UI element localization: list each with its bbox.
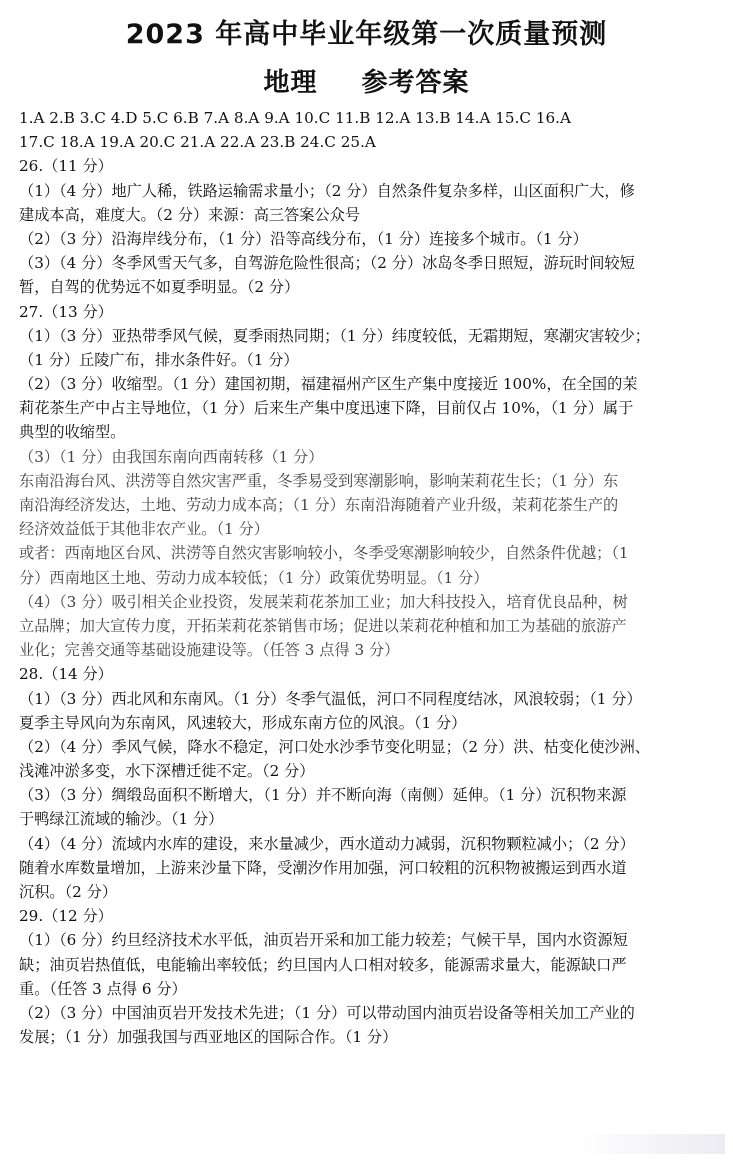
answer-line: 沉积。（2 分） [19,883,118,901]
page-subtitle [0,62,733,99]
answer-key-label: 参考答案 [361,68,470,98]
answer-line: （2）（3 分）沿海岸线分布，（1 分）沿等高线分布，（1 分）连接多个城市。（1 分） [19,229,588,248]
choice-answers-row-1: 1.A 2.B 3.C 4.D 5.C 6.B 7.A 8.A 9.A 10.C 11.B 12.A 13.B 14.A 15.C 16.A [19,109,571,127]
answer-line: 立品牌；加大宣传力度，开拓茉莉花茶销售市场；促进以茉莉花种植和加工为基础的旅游产 [19,616,627,635]
answer-line: 重。（任答 3 点得 6 分） [19,979,187,998]
answer-line: 典型的收缩型。 [19,423,126,442]
answer-line: （4）（3 分）吸引相关企业投资，发展茉莉花茶加工业；加大科技投入，培育优良品种，树 [19,592,628,611]
answer-line: 缺；油页岩热值低，电能输出率较低；约旦国内人口相对较多，能源需求量大，能源缺口严 [19,955,627,974]
answer-line: （1）（4 分）地广人稀，铁路运输需求量小；（2 分）自然条件复杂多样，山区面积广大，修 [19,181,635,200]
answer-line: 夏季主导风向为东南风，风速较大，形成东南方位的风浪。（1 分） [19,713,467,732]
answer-line: （1）（3 分）西北风和东南风。（1 分）冬季气温低，河口不同程度结冰，风浪较弱；（1 分） [19,689,642,708]
page-title: 2023 年高中毕业年级第一次质量预测 [125,19,608,50]
answer-line: （3）（3 分）绸缎岛面积不断增大，（1 分）并不断向海（南侧）延伸。（1 分）沉积物来源 [19,786,627,805]
answer-line: 或者：西南地区台风、洪涝等自然灾害影响较小，冬季受寒潮影响较少，自然条件优越；（1 [19,544,629,563]
watermark-fade [575,1134,725,1154]
answer-line: 暂，自驾的优势远不如夏季明显。（2 分） [19,278,300,297]
answer-line: 建成本高，难度大。（2 分）来源：高三答案公众号 [19,205,361,224]
q28-heading: 28.（14 分） [19,665,113,684]
q26-heading: 26.（11 分） [19,157,113,176]
q29-heading: 29.（12 分） [19,907,113,926]
answer-line: 发展；（1 分）加强我国与西亚地区的国际合作。（1 分） [19,1028,398,1047]
answer-line: 莉花茶生产中占主导地位，（1 分）后来生产集中度迅速下降，目前仅占 10%，（1 分）属于 [19,399,634,418]
answer-line: （4）（4 分）流域内水库的建设，来水量减少，西水道动力减弱，沉积物颗粒减小；（2 分） [19,834,635,853]
answer-line: （2）（3 分）收缩型。（1 分）建国初期，福建福州产区生产集中度接近 100%，在全国的茉 [19,375,638,394]
answer-line: 于鸭绿江流域的输沙。（1 分） [19,810,224,829]
choice-answers-row-2: 17.C 18.A 19.A 20.C 21.A 22.A 23.B 24.C 25.A [19,133,376,152]
answer-line: 浅滩冲淤多变，水下深槽迁徙不定。（2 分） [19,762,315,781]
answer-line: （1）（6 分）约旦经济技术水平低，油页岩开采和加工能力较差；气候干旱，国内水资源短 [19,931,628,950]
answer-line: （2）（3 分）中国油页岩开发技术先进；（1 分）可以带动国内油页岩设备等相关加工产业的 [19,1003,635,1022]
answer-line: （1）（3 分）亚热带季风气候，夏季雨热同期；（1 分）纬度较低，无霜期短，寒潮灾害较少； [19,326,650,345]
answer-line: （2）（4 分）季风气候，降水不稳定，河口处水沙季节变化明显；（2 分）洪、枯变化使沙洲、 [19,737,650,756]
q27-heading: 27.（13 分） [19,302,113,321]
answer-line: （3）（4 分）冬季风雪天气多，自驾游危险性很高；（2 分）冰岛冬季日照短，游玩时间较短 [19,254,635,273]
subject-label: 地理 [263,68,318,98]
answer-line: 随着水库数量增加，上游来沙量下降，受潮汐作用加强，河口较粗的沉积物被搬运到西水道 [19,858,627,877]
answer-body [19,106,715,1049]
answer-line: 分）西南地区土地、劳动力成本较低；（1 分）政策优势明显。（1 分） [19,568,489,587]
answer-line: 东南沿海台风、洪涝等自然灾害严重，冬季易受到寒潮影响，影响茉莉花生长；（1 分）东 [19,471,619,490]
answer-line: 业化；完善交通等基础设施建设等。（任答 3 点得 3 分） [19,641,400,660]
answer-line: （1 分）丘陵广布，排水条件好。（1 分） [19,350,299,369]
answer-line: 经济效益低于其他非农产业。（1 分） [19,520,269,539]
answer-line: （3）（1 分）由我国东南向西南转移（1 分） [19,447,324,466]
answer-line: 南沿海经济发达，土地、劳动力成本高；（1 分）东南沿海随着产业升级，茉莉花茶生产的 [19,496,619,514]
